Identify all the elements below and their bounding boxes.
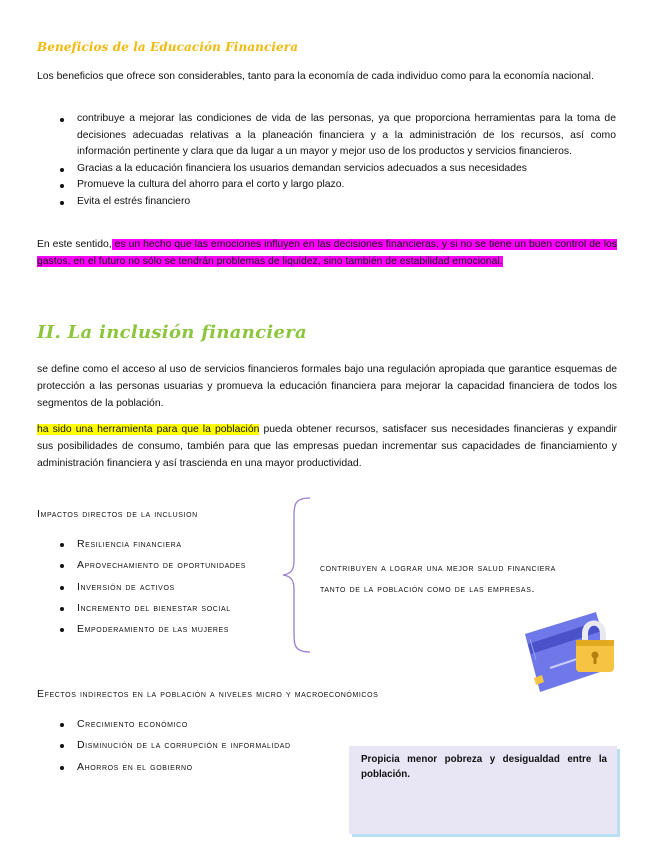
contrib-line-2: tanto de la población como de las empresas. [320, 583, 535, 595]
list-item: Ahorros en el gobierno [60, 757, 291, 778]
credit-card-lock-illustration [520, 606, 630, 696]
note-text: Propicia menor pobreza y desigualdad entre la población. [361, 754, 607, 780]
impacts-list [60, 534, 246, 640]
benefits-intro: Los beneficios que ofrece son considerables, tanto para la economía de cada individuo como para la economía nacional. [37, 71, 594, 82]
impacts-title: Impactos directos de la inclusion [37, 508, 198, 520]
inclusion-definition: se define como el acceso al uso de servicios financieros formales bajo una regulación apropiada que garantice esquemas de protección a las personas usuarias y promueva la educación financiera para mejorar la capacidad financiera de todos los segmentos de la población. [37, 364, 617, 409]
closing-highlight: es un hecho que las emociones influyen en las decisiones financieras, y si no se tiene un buen control de los gastos, en el futuro no sólo se tendrán problemas de liquidez, sino también de estabilidad emocional. [37, 239, 617, 267]
inclusion-tool-paragraph [37, 421, 617, 472]
list-item: Gracias a la educación financiera los usuarios demandan servicios adecuados a sus necesidades [60, 161, 616, 178]
effects-list [60, 714, 291, 778]
inclusion-heading: II. La inclusión financiera [37, 322, 308, 343]
curly-brace-icon [280, 495, 314, 655]
list-item: Promueve la cultura del ahorro para el corto y largo plazo. [60, 177, 616, 194]
benefits-closing [37, 236, 617, 270]
tool-highlight: ha sido una herramienta para que la población [37, 424, 260, 435]
benefits-list [60, 111, 616, 210]
closing-lead: En este sentido, [37, 239, 112, 250]
list-item: Inversión de activos [60, 577, 246, 598]
list-item: contribuye a mejorar las condiciones de vida de las personas, ya que proporciona herramientas para la toma de decisiones adecuadas relativas a la planeación financiera y a la administración de los recursos, así como información pertinente y clara que da lugar a un mayor y mejor uso de los productos y servicios financieros. [60, 111, 616, 161]
list-item: Incremento del bienestar social [60, 598, 246, 619]
tool-rest: pueda obtener recursos, satisfacer sus necesidades financieras y expandir sus posibilidades de consumo, también para que las empresas puedan incrementar sus capacidades de financiamiento y administración financiera y así trascienda en una mayor productividad. [37, 424, 617, 469]
list-item: Aprovechamiento de oportunidades [60, 555, 246, 576]
list-item: Disminución de la corrupción e informalidad [60, 735, 291, 756]
contrib-line-1: contribuyen a lograr una mejor salud financiera [320, 562, 556, 574]
list-item: Crecimiento económico [60, 714, 291, 735]
list-item: Evita el estrés financiero [60, 194, 616, 211]
list-item: Resiliencia financiera [60, 534, 246, 555]
impacts-contribution [320, 558, 556, 600]
benefits-heading: Beneficios de la Educación Financiera [37, 40, 299, 54]
list-item: Empoderamiento de las mujeres [60, 619, 246, 640]
effects-title: Efectos indirectos en la población a niveles micro y macroeconómicos [37, 688, 379, 700]
note-box [349, 746, 617, 834]
